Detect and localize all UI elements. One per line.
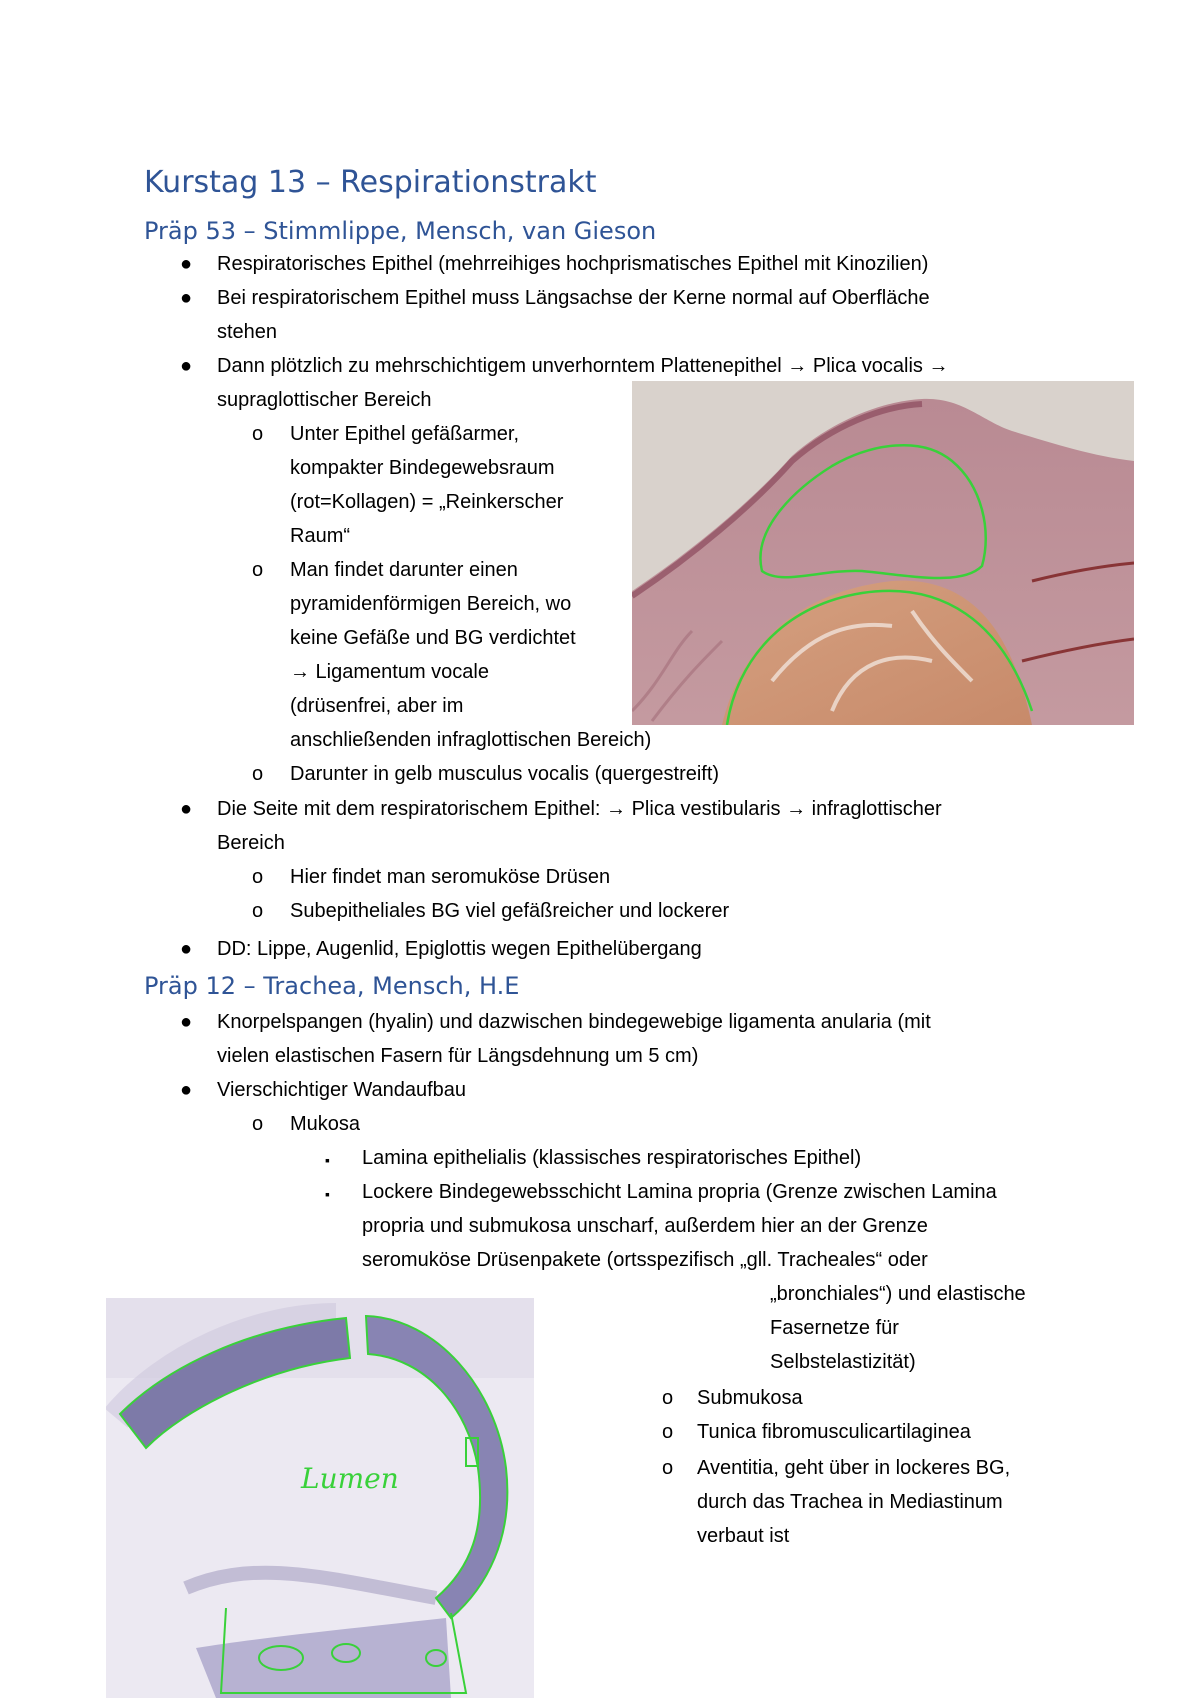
list-item: Bei respiratorischem Epithel muss Längsachse der Kerne normal auf Oberfläche [217, 287, 930, 309]
sub-list-item-continuation: kompakter Bindegewebsraum [290, 457, 555, 479]
circle-marker: o [662, 1421, 674, 1443]
list-item: Knorpelspangen (hyalin) und dazwischen bindegewebige ligamenta anularia (mit [217, 1011, 931, 1033]
sub-list-item-continuation: keine Gefäße und BG verdichtet [290, 627, 576, 649]
sub-list-item: Aventitia, geht über in lockeres BG, [697, 1457, 1011, 1479]
bullet-marker: ● [180, 355, 193, 377]
sub-list-item-continuation: pyramidenförmigen Bereich, wo [290, 593, 572, 615]
section-title-stimmlippe: Präp 53 – Stimmlippe, Mensch, van Gieson [144, 217, 657, 245]
bullet-marker: ● [180, 938, 193, 960]
list-item-continuation: supraglottischer Bereich [217, 389, 432, 411]
histology-vocal-fold-image [632, 381, 1134, 725]
circle-marker: o [252, 900, 264, 922]
bullet-marker: ● [180, 1011, 193, 1033]
sub-list-item: Submukosa [697, 1387, 803, 1409]
sub-sub-list-item: Lamina epithelialis (klassisches respiratorisches Epithel) [362, 1147, 862, 1169]
lumen-label: Lumen [301, 1462, 399, 1495]
sub-list-item: Mukosa [290, 1113, 361, 1135]
bullet-marker: ● [180, 287, 193, 309]
sub-sub-list-item-continuation: „bronchiales“) und elastische [770, 1283, 1026, 1305]
sub-list-item-continuation: (rot=Kollagen) = „Reinkerscher [290, 491, 564, 513]
sub-list-item: Man findet darunter einen [290, 559, 518, 581]
sub-sub-list-item-continuation: Fasernetze für [770, 1317, 899, 1339]
list-item-continuation: vielen elastischen Fasern für Längsdehnung um 5 cm) [217, 1045, 699, 1067]
sub-sub-list-item: Lockere Bindegewebsschicht Lamina propria (Grenze zwischen Lamina [362, 1181, 997, 1203]
list-item: Vierschichtiger Wandaufbau [217, 1079, 467, 1101]
sub-list-item-continuation: → Ligamentum vocale [290, 661, 489, 683]
list-item: DD: Lippe, Augenlid, Epiglottis wegen Epithelübergang [217, 938, 702, 960]
sub-list-item-continuation: durch das Trachea in Mediastinum [697, 1491, 1003, 1513]
square-marker: ▪ [325, 1186, 330, 1202]
list-item-continuation: Bereich [217, 832, 285, 854]
sub-list-item-continuation: anschließenden infraglottischen Bereich) [290, 729, 652, 751]
sub-list-item: Subepitheliales BG viel gefäßreicher und lockerer [290, 900, 730, 922]
circle-marker: o [252, 866, 264, 888]
sub-sub-list-item-continuation: seromuköse Drüsenpakete (ortsspezifisch „gll. Tracheales“ oder [362, 1249, 928, 1271]
sub-sub-list-item-continuation: propria und submukosa unscharf, außerdem hier an der Grenze [362, 1215, 928, 1237]
circle-marker: o [662, 1457, 674, 1479]
bullet-marker: ● [180, 253, 193, 275]
sub-list-item: Darunter in gelb musculus vocalis (quergestreift) [290, 763, 720, 785]
list-item: Dann plötzlich zu mehrschichtigem unverhorntem Plattenepithel → Plica vocalis → [217, 355, 949, 377]
list-item: Respiratorisches Epithel (mehrreihiges hochprismatisches Epithel mit Kinozilien) [217, 253, 929, 275]
circle-marker: o [252, 423, 264, 445]
list-item: Die Seite mit dem respiratorischem Epithel: → Plica vestibularis → infraglottischer [217, 798, 942, 820]
bullet-marker: ● [180, 798, 193, 820]
sub-list-item-continuation: Raum“ [290, 525, 351, 547]
bullet-marker: ● [180, 1079, 193, 1101]
sub-sub-list-item-continuation: Selbstelastizität) [770, 1351, 916, 1373]
page-title: Kurstag 13 – Respirationstrakt [144, 165, 597, 200]
sub-list-item: Hier findet man seromuköse Drüsen [290, 866, 611, 888]
sub-list-item: Unter Epithel gefäßarmer, [290, 423, 519, 445]
list-item-continuation: stehen [217, 321, 278, 343]
sub-list-item: Tunica fibromusculicartilaginea [697, 1421, 971, 1443]
circle-marker: o [252, 1113, 264, 1135]
sub-list-item-continuation: (drüsenfrei, aber im [290, 695, 464, 717]
histology-trachea-image [106, 1298, 534, 1698]
square-marker: ▪ [325, 1152, 330, 1168]
sub-list-item-continuation: verbaut ist [697, 1525, 790, 1547]
circle-marker: o [252, 763, 264, 785]
circle-marker: o [662, 1387, 674, 1409]
section-title-trachea: Präp 12 – Trachea, Mensch, H.E [144, 972, 520, 1000]
circle-marker: o [252, 559, 264, 581]
